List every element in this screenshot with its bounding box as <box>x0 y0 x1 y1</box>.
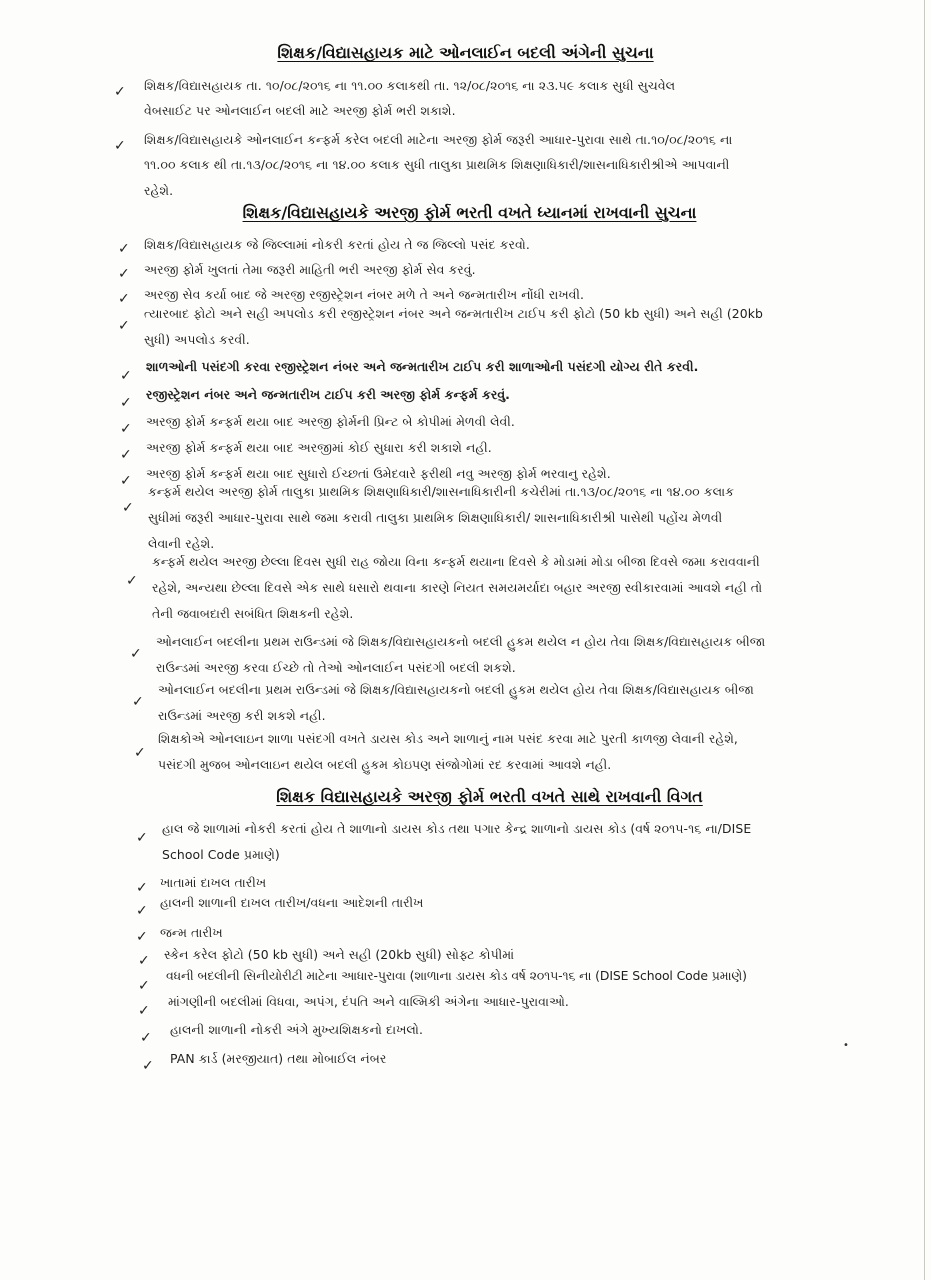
checkmark-icon: ✓ <box>120 395 132 411</box>
checkmark-icon: ✓ <box>120 447 132 463</box>
checkmark-icon: ✓ <box>136 903 148 919</box>
section1-heading: શિક્ષક/વિદ્યાસહાયક માટે ઓનલાઈન બદલી અંગેની સુચના <box>277 43 654 62</box>
stray-dot: • <box>843 1040 849 1051</box>
checkmark-icon: ✓ <box>138 953 150 969</box>
checkmark-icon: ✓ <box>136 880 148 896</box>
checkmark-icon: ✓ <box>138 978 150 994</box>
checkmark-icon: ✓ <box>136 929 148 945</box>
checkmark-icon: ✓ <box>132 694 144 710</box>
section2-heading: શિક્ષક/વિદ્યાસહાયકે અરજી ફોર્મ ભરતી વખતે ધ્યાનમાં રાખવાની સુચના <box>242 203 697 222</box>
checkmark-icon: ✓ <box>142 1058 154 1074</box>
checkmark-icon: ✓ <box>126 573 138 589</box>
checkmark-icon: ✓ <box>114 138 126 154</box>
checkmark-icon: ✓ <box>120 421 132 437</box>
checkmark-icon: ✓ <box>120 473 132 489</box>
checkmark-icon: ✓ <box>130 646 142 662</box>
checkmark-icon: ✓ <box>118 318 130 334</box>
checkmark-icon: ✓ <box>134 745 146 761</box>
checkmark-icon: ✓ <box>118 291 130 307</box>
section3-heading: શિક્ષક વિદ્યાસહાયકે અરજી ફોર્મ ભરતી વખતે સાથે રાખવાની વિગત <box>276 787 703 806</box>
checkmark-icon: ✓ <box>136 830 148 846</box>
checkmark-icon: ✓ <box>138 1003 150 1019</box>
checkmark-icon: ✓ <box>118 241 130 257</box>
checkmark-icon: ✓ <box>118 266 130 282</box>
checkmark-icon: ✓ <box>122 500 134 516</box>
page-edge <box>924 0 925 1280</box>
checkmark-icon: ✓ <box>114 84 126 100</box>
checkmark-icon: ✓ <box>140 1030 152 1046</box>
notice-page: શિક્ષક/વિદ્યાસહાયક માટે ઓનલાઈન બદલી અંગેની સુચના ✓ શિક્ષક/વિદ્યાસહાયક તા. ૧૦/૦૮/૨૦૧૬ ના ૧૧.૦૦ કલાકથી તા. ૧૨/૦૮/૨૦૧૬ ના ૨૩.૫૯ કલાક સુધી સુચવેલ વેબસાઈટ પર ઓનલાઈન બદલી માટે અરજી ફોર્મ ભરી શકાશે. ✓ શિક્ષક/વિદ્યાસહાયકે ઓનલાઈન કન્ફર્મ કરેલ બદલી માટેના અરજી ફોર્મ જરૂરી આધાર-પુરાવા સાથે તા.૧૦/૦૮/૨૦૧૬ ના ૧૧.૦૦ કલાક થી તા.૧૩/૦૮/૨૦૧૬ ના ૧૪.૦૦ કલાક સુધી તાલુકા પ્રાથમિક શિક્ષણાધિકારી/શાસનાધિકારીશ્રીએ આપવાની રહેશે. શિક્ષક/વિદ્યાસહાયકે અરજી ફોર્મ ભરતી વખતે ધ્યાનમાં રાખવાની સુચના ✓ શિક્ષક/વિદ્યાસહાયક જે જિલ્લામાં નોકરી કરતાં હોય તે જ જિલ્લો પસંદ કરવો. ✓ અરજી ફોર્મ ખુલતાં તેમા જરૂરી માહિતી ભરી અરજી ફોર્મ સેવ કરવું. ✓ અરજી સેવ કર્યા બાદ જે અરજી રજીસ્ટ્રેશન નંબર મળે તે અને જન્મતારીખ નોંધી રાખવી. ✓ ત્યારબાદ ફોટો અને સહી અપલોડ કરી રજીસ્ટ્રેશન નંબર અને જન્મતારીખ ટાઈપ કરી ફોટો (50 kb સુધી) અને સહી (20kb સુધી) અપલોડ કરવી. ✓ શાળઓની પસંદગી કરવા રજીસ્ટ્રેશન નંબર અને જન્મતારીખ ટાઈપ કરી શાળાઓની પસંદગી યોગ્ય રીતે કરવી. ✓ રજીસ્ટ્રેશન નંબર અને જન્મતારીખ ટાઈપ કરી અરજી ફોર્મ કન્ફર્મ કરવું. ✓ અરજી ફોર્મ કન્ફર્મ થયા બાદ અરજી ફોર્મની પ્રિન્ટ બે કોપીમાં મેળવી લેવી. ✓ અરજી ફોર્મ કન્ફર્મ થયા બાદ અરજીમાં કોઈ સુધારા કરી શકાશે નહી. ✓ અરજી ફોર્મ કન્ફર્મ થયા બાદ સુધારો ઈચ્છતાં ઉમેદવારે ફરીથી નવુ અરજી ફોર્મ ભરવાનુ રહેશે. ✓ કન્ફર્મ થયેલ અરજી ફોર્મ તાલુકા પ્રાથમિક શિક્ષણાધિકારી/શાસનાધિકારીની કચેરીમાં તા.૧૩/૦૮/૨૦૧૬ ના ૧૪.૦૦ કલાક સુધીમાં જરૂરી આધાર-પુરાવા સાથે જમા કરાવી તાલુકા પ્રાથમિક શિક્ષણાધિકારી/ શાસનાધિકારીશ્રી પાસેથી પહોંચ મેળવી લેવાની રહેશે. ✓ કન્ફર્મ થયેલ અરજી છેલ્લા દિવસ સુધી રાહ જોયા વિના કન્ફર્મ થયાના દિવસે કે મોડામાં મોડા બીજા દિવસે જમા કરાવવાની રહેશે, અન્યથા છેલ્લા દિવસે એક સાથે ધસારો થવાના કારણે નિયત સમયમર્યાદા બહાર અરજી સ્વીકારવામાં આવશે નહી તો તેની જવાબદારી સબંધિત શિક્ષકની રહેશે. ✓ ઓનલાઈન બદલીના પ્રથમ રાઉન્ડમાં જે શિક્ષક/વિદ્યાસહાયકનો બદલી હુકમ થયેલ ન હોય તેવા શિક્ષક/વિદ્યાસહાયક બીજા રાઉન્ડમાં અરજી કરવા ઈચ્છે તો તેઓ ઓનલાઈન પસંદગી બદલી શકશે. ✓ ઓનલાઈન બદલીના પ્રથમ રાઉન્ડમાં જે શિક્ષક/વિદ્યાસહાયકનો બદલી હુકમ થયેલ હોય તેવા શિક્ષક/વિદ્યાસહાયક બીજા રાઉન્ડમાં અરજી કરી શકશે નહી. ✓ શિક્ષકોએ ઓનલાઇન શાળા પસંદગી વખતે ડાયસ કોડ અને શાળાનું નામ પસંદ કરવા માટે પુરતી કાળજી લેવાની રહેશે, પસંદગી મુજબ ઓનલાઇન થયેલ બદલી હુકમ કોઇપણ સંજોગોમાં રદ કરવામાં આવશે નહી. શિક્ષક વિદ્યાસહાયકે અરજી ફોર્મ ભરતી વખતે સાથે રાખવાની વિગત ✓ હાલ જે શાળામાં નોકરી કરતાં હોય તે શાળાનો ડાયસ કોડ તથા પગાર કેન્દ્ર શાળાનો ડાયસ કોડ (વર્ષ ૨૦૧૫-૧૬ ના/DISE School Code પ્રમાણે) ✓ ખાતામાં દાખલ તારીખ ✓ હાલની શાળાની દાખલ તારીખ/વધના આદેશની તારીખ ✓ જન્મ તારીખ ✓ સ્કેન કરેલ ફોટો (50 kb સુધી) અને સહી (20kb સુધી) સોફ્ટ કોપીમાં ✓ વધની બદલીની સિનીયોરીટી માટેના આધાર-પુરાવા (શાળાના ડાયસ કોડ વર્ષ ૨૦૧૫-૧૬ ના (DISE School Code પ્રમાણે) ✓ માંગણીની બદલીમાં વિધવા, અપંગ, દંપતિ અને વાલ્મિકી અંગેના આધાર-પુરાવાઓ. ✓ હાલની શાળાની નોકરી અંગે મુખ્યશિક્ષકનો દાખલો. ✓ PAN કાર્ડ (મરજીયાત) તથા મોબાઈલ નંબર • <box>0 0 931 1280</box>
checkmark-icon: ✓ <box>120 368 132 384</box>
